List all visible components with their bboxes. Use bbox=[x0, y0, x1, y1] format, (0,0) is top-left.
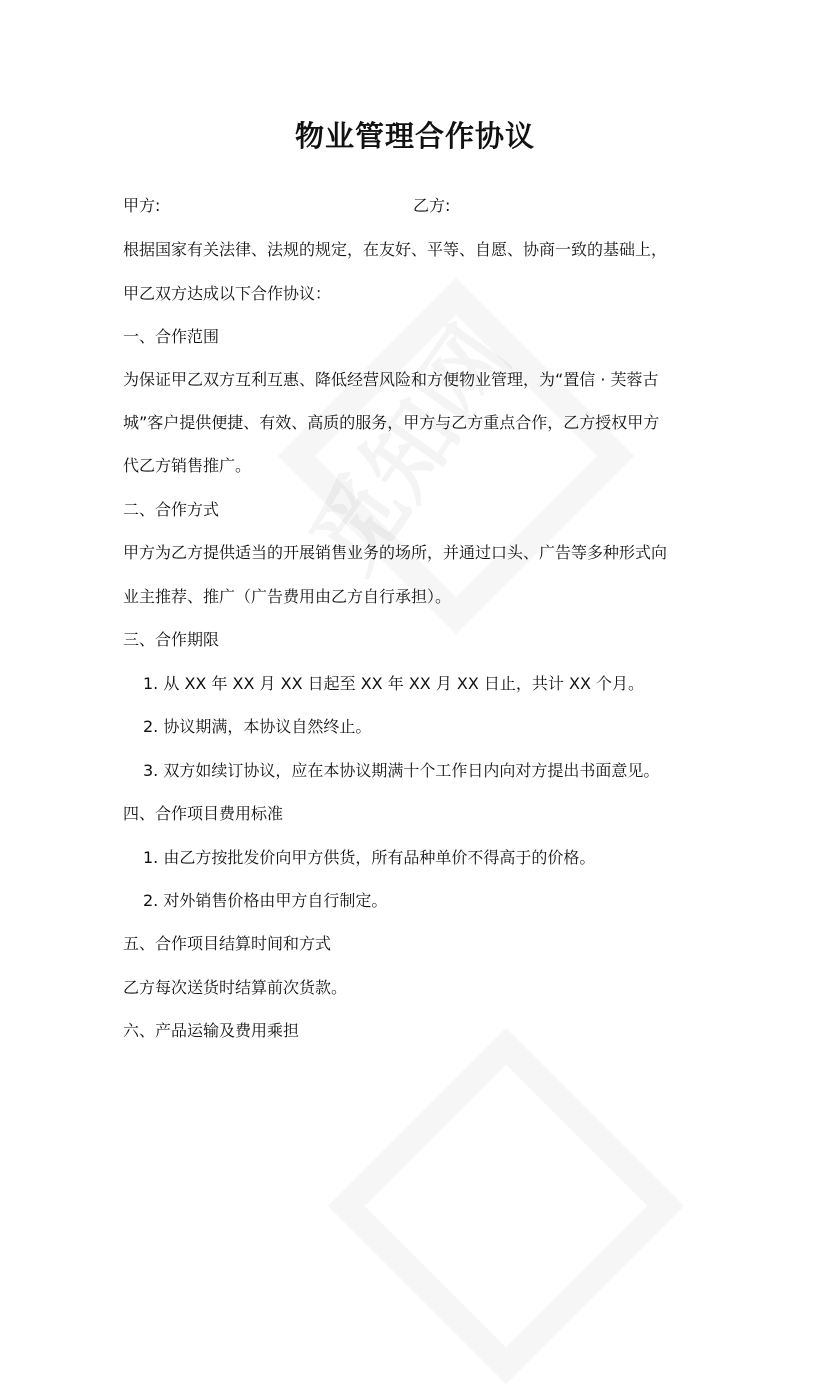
section-heading: 三、合作期限 bbox=[123, 630, 220, 649]
list-item: 2. 对外销售价格由甲方自行制定。 bbox=[143, 891, 388, 910]
section-heading: 六、产品运输及费用乘担 bbox=[123, 1021, 300, 1040]
paragraph-line: 甲方为乙方提供适当的开展销售业务的场所，并通过口头、广告等多种形式向 bbox=[123, 543, 668, 562]
party-b-label: 乙方: bbox=[413, 196, 451, 215]
watermark-frame bbox=[278, 278, 634, 634]
paragraph-line: 为保证甲乙双方互利互惠、降低经营风险和方便物业管理，为“置信 · 芙蓉古 bbox=[123, 370, 659, 389]
watermark-frame-bottom bbox=[328, 1028, 684, 1384]
intro-line: 甲乙双方达成以下合作协议： bbox=[123, 284, 332, 303]
paragraph-line: 代乙方销售推广。 bbox=[123, 456, 252, 475]
paragraph-line: 业主推荐、推广（广告费用由乙方自行承担）。 bbox=[123, 587, 452, 606]
section-heading: 五、合作项目结算时间和方式 bbox=[123, 934, 332, 953]
document-title: 物业管理合作协议 bbox=[294, 119, 535, 153]
party-a-label: 甲方: bbox=[123, 196, 161, 215]
paragraph-line: 乙方每次送货时结算前次货款。 bbox=[123, 978, 348, 997]
list-item: 2. 协议期满，本协议自然终止。 bbox=[143, 717, 372, 736]
section-heading: 四、合作项目费用标准 bbox=[123, 804, 284, 823]
intro-line: 根据国家有关法律、法规的规定，在友好、平等、自愿、协商一致的基础上， bbox=[123, 240, 668, 259]
list-item: 3. 双方如续订协议，应在本协议期满十个工作日内向对方提出书面意见。 bbox=[143, 761, 660, 780]
paragraph-line: 城”客户提供便捷、有效、高质的服务，甲方与乙方重点合作，乙方授权甲方 bbox=[123, 413, 660, 432]
list-item: 1. 从 XX 年 XX 月 XX 日起至 XX 年 XX 月 XX 日止，共计 XX 个月。 bbox=[143, 674, 645, 693]
list-item: 1. 由乙方按批发价向甲方供货，所有品种单价不得高于的价格。 bbox=[143, 848, 596, 867]
section-heading: 一、合作范围 bbox=[123, 327, 220, 346]
section-heading: 二、合作方式 bbox=[123, 500, 220, 519]
